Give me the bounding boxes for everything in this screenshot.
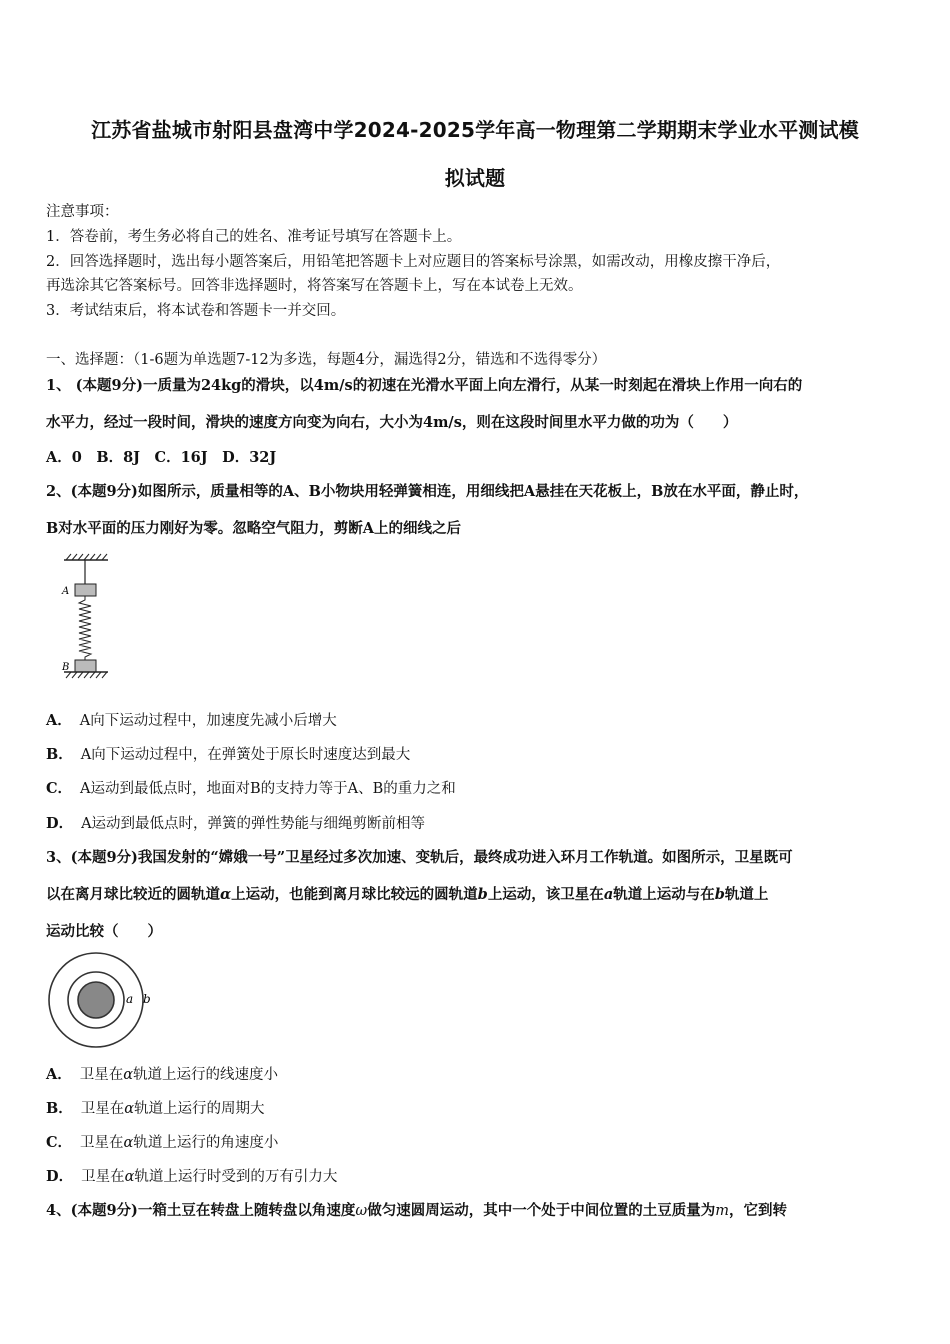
option-text: A运动到最低点时，地面对B的支持力等于A、B的重力之和 [80, 781, 456, 797]
q3-line-2 [46, 885, 768, 905]
q3-text: 轨道上 [724, 886, 769, 903]
option-text: 卫星在 [81, 1169, 125, 1185]
option-text: 轨道上运行的线速度小 [133, 1067, 279, 1083]
orbit-figure [44, 952, 156, 1052]
option-text: A向下运动过程中，在弹簧处于原长时速度达到最大 [80, 747, 411, 763]
q3-text: 轨道上运动与在 [613, 886, 715, 903]
ground-hatch [66, 672, 107, 678]
q2-option-c [46, 779, 456, 799]
q3-line-3: 运动比较（ ） [46, 923, 162, 940]
q3-text: 上运动，也能到离月球比较远的圆轨道 [231, 886, 478, 903]
option-text: A向下运动过程中，加速度先减小后增大 [79, 713, 337, 729]
q3-option-c [46, 1133, 278, 1153]
symbol-alpha: α [123, 1067, 134, 1083]
q4-text: 做匀速圆周运动，其中一个处于中间位置的土豆质量为 [367, 1202, 716, 1219]
symbol-alpha: α [124, 1169, 135, 1185]
spring-figure [58, 552, 114, 682]
symbol-m: m [715, 1203, 729, 1219]
block-a [75, 584, 96, 596]
option-label: D． [46, 1168, 74, 1185]
q2-option-a [46, 711, 337, 731]
q4-text: 4、(本题9分)一箱土豆在转盘上随转盘以角速度 [46, 1202, 356, 1219]
option-label: A． [46, 1066, 72, 1083]
symbol-b: b [714, 886, 725, 903]
symbol-alpha: α [123, 1135, 134, 1151]
notice-item: 再选涂其它答案标号。回答非选择题时，将答案写在答题卡上，写在本试卷上无效。 [46, 278, 583, 294]
q3-line-1: 3、(本题9分)我国发射的“嫦娥一号”卫星经过多次加速、变轨后，最终成功进入环月工作轨道。如图所示，卫星既可 [46, 849, 793, 866]
option-label: D． [46, 815, 74, 832]
q3-text: 以在离月球比较近的圆轨道 [46, 886, 220, 903]
q3-option-b [46, 1099, 265, 1119]
q1-options: A．0 B．8J C．16J D．32J [46, 449, 277, 466]
title-line-1: 江苏省盐城市射阳县盘湾中学2024-2025学年高一物理第二学期期末学业水平测试模 [91, 118, 859, 142]
q2-line-2: B对水平面的压力刚好为零。忽略空气阻力，剪断A上的细线之后 [46, 520, 462, 537]
q3-option-a [46, 1065, 278, 1085]
q3-text: 上运动，该卫星在 [487, 886, 604, 903]
option-text: A运动到最低点时，弹簧的弹性势能与细绳剪断前相等 [81, 816, 426, 832]
option-label: B． [46, 746, 73, 763]
label-b: B [62, 662, 70, 673]
q1-line-2: 水平力，经过一段时间，滑块的速度方向变为向右，大小为4m/s，则在这段时间里水平力做的功为（ ） [46, 414, 738, 431]
q4-line-1 [46, 1201, 787, 1221]
block-b [75, 660, 96, 672]
notice-item: 1．答卷前，考生务必将自己的姓名、准考证号填写在答题卡上。 [46, 229, 462, 245]
label-orbit-b: b [143, 992, 151, 1006]
notice-item: 2．回答选择题时，选出每小题答案后，用铅笔把答题卡上对应题目的答案标号涂黑，如需改动，用橡皮擦干净后， [46, 254, 781, 270]
section-heading: 一、选择题：（1-6题为单选题7-12为多选，每题4分，漏选得2分，错选和不选得零分） [46, 352, 607, 368]
option-text: 卫星在 [79, 1067, 124, 1083]
option-text: 轨道上运行时受到的万有引力大 [134, 1169, 338, 1185]
notice-heading: 注意事项： [46, 204, 119, 220]
q3-option-d [46, 1167, 337, 1187]
option-label: C． [46, 780, 73, 797]
option-text: 卫星在 [80, 1101, 125, 1117]
option-text: 卫星在 [80, 1135, 124, 1151]
q2-option-b [46, 745, 410, 765]
notice-item: 3．考试结束后，将本试卷和答题卡一并交回。 [46, 303, 346, 319]
option-label: B． [46, 1100, 73, 1117]
label-a: A [62, 586, 70, 597]
title-line-2: 拟试题 [444, 166, 506, 190]
ceiling-hatch [66, 554, 107, 560]
q2-line-1: 2、(本题9分)如图所示，质量相等的A、B小物块用轻弹簧相连，用细线把A悬挂在天花板上，B放在水平面，静止时， [46, 483, 809, 500]
symbol-omega: ω [355, 1203, 368, 1219]
option-label: C． [46, 1134, 73, 1151]
q2-option-d [46, 814, 425, 834]
symbol-alpha: α [124, 1101, 135, 1117]
moon [78, 982, 114, 1018]
label-orbit-a: a [126, 992, 134, 1006]
spring-coil [79, 596, 91, 660]
symbol-alpha: α [220, 886, 232, 903]
symbol-b: b [477, 886, 488, 903]
option-label: A． [46, 712, 72, 729]
q4-text: ，它到转 [728, 1202, 787, 1219]
symbol-a: a [603, 886, 614, 903]
q1-line-1: 1、 (本题9分)一质量为24kg的滑块，以4m/s的初速在光滑水平面上向左滑行，从某一时刻起在滑块上作用一向右的 [46, 377, 803, 394]
option-text: 轨道上运行的周期大 [134, 1101, 265, 1117]
option-text: 轨道上运行的角速度小 [133, 1135, 279, 1151]
